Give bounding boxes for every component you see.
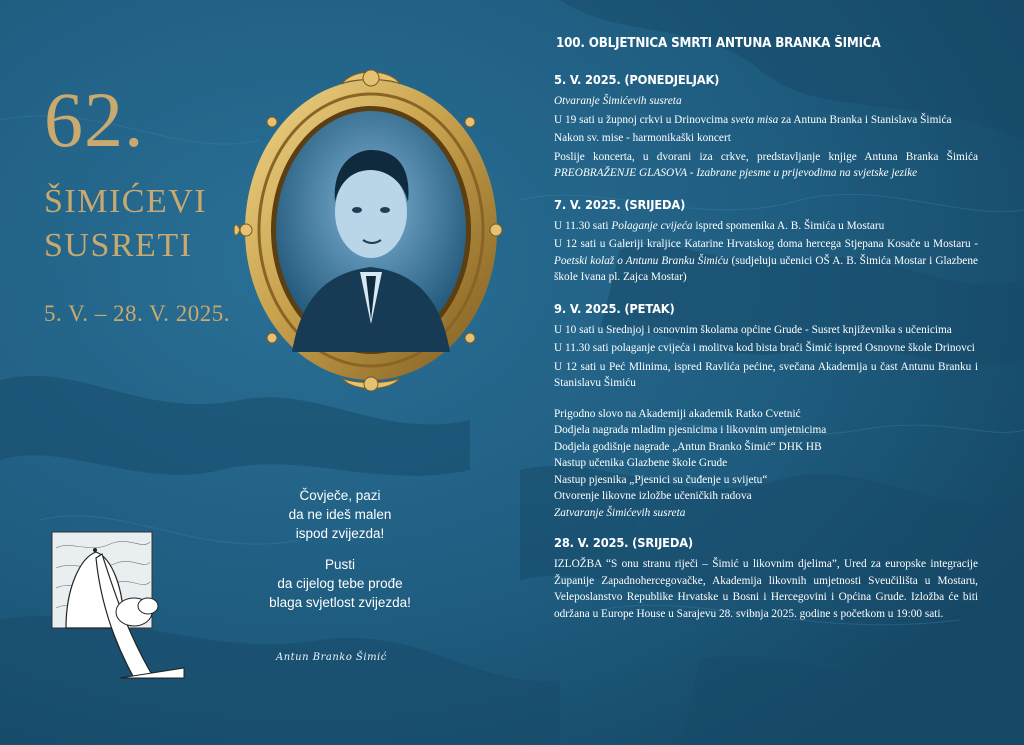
entry-text: U 12 sati u Peć Mlinima, ispred Ravlića pećine, svečana Akademija u čast Antunu Branku i Stanislavu Šimiću — [554, 360, 978, 389]
program-entry — [554, 439, 978, 456]
entry-text: Prigodno slovo na Akademiji akademik Ratko Cvetnić — [554, 407, 801, 420]
day-heading: 5. V. 2025. (PONEDJELJAK) — [554, 72, 720, 87]
program-day — [554, 535, 978, 622]
day-entries — [554, 556, 978, 622]
program-entry — [554, 236, 978, 286]
poem-stanza — [250, 555, 430, 612]
entry-text-italic: Otvaranje Šimićevih susreta — [554, 95, 682, 107]
program — [554, 36, 978, 637]
framed-portrait-image — [232, 62, 510, 392]
academy-program — [554, 406, 978, 522]
entry-text: Nastup pjesnika „Pjesnici su čuđenje u svijetu“ — [554, 473, 768, 486]
program-entry — [554, 93, 978, 110]
entry-text: Dodjela godišnje nagrade „Antun Branko Šimić“ DHK HB — [554, 440, 822, 453]
entry-text: U 19 sati u župnoj crkvi u Drinovcima — [554, 113, 731, 126]
program-day — [554, 197, 978, 286]
poem-line: da ne ideš malen — [288, 507, 392, 522]
program-entry — [554, 556, 978, 622]
ink-drawing-image — [50, 528, 186, 684]
poem-line: Čovječe, pazi — [299, 488, 381, 503]
day-entries — [554, 93, 978, 182]
entry-text: Nastup učenika Glazbene škole Grude — [554, 457, 728, 469]
entry-text: (sudjeluju učenici OŠ A. B. Šimića Mostar i Glazbene škole Ivana pl. Zajca Mostar) — [554, 254, 978, 283]
program-entry — [554, 455, 978, 472]
program-title: 100. OBLJETNICA SMRTI ANTUNA BRANKA ŠIMIĆA — [556, 36, 881, 51]
entry-text: U 10 sati u Srednjoj i osnovnim školama općine Grude - Susret književnika s učenicima — [554, 323, 952, 336]
day-entries — [554, 218, 978, 286]
program-entry — [554, 472, 978, 489]
program-entry — [554, 112, 978, 129]
entry-text: Poslije koncerta, u dvorani iza crkve, predstavljanje knjige Antuna Branka Šimića — [554, 150, 978, 163]
program-entry — [554, 488, 978, 505]
day-heading: 7. V. 2025. (SRIJEDA) — [554, 196, 686, 212]
program-day — [554, 301, 978, 392]
entry-text: U 11.30 sati polaganje cvijeća i molitva kod bista braći Šimić ispred Osnovne škole Drinovci — [554, 342, 975, 354]
festival-title — [44, 180, 244, 268]
entry-text: IZLOŽBA “S onu stranu riječi – Šimić u likovnim djelima”, Ured za europske integracije Županije Zapadnohercegovačke, Akademija likovnih umjetnosti Sveučilišta u Mostaru, Veleposlanstvo Republike Hrvatske u Bosni i Hercegovini i Općina Grude. Izložba će biti održana u Europe House u Sarajevu 28. svibnja 2025. godine s početkom u 19:00 sati. — [554, 558, 978, 620]
day-heading: 28. V. 2025. (SRIJEDA) — [554, 535, 694, 550]
entry-text-italic: Polaganje cvijeća — [611, 219, 693, 232]
program-entry — [554, 149, 978, 182]
program-entry — [554, 359, 978, 392]
entry-text: Nakon sv. mise - harmonikaški koncert — [554, 132, 731, 144]
program-entry — [554, 322, 978, 339]
festival-dates: 5. V. – 28. V. 2025. — [44, 301, 230, 326]
poem — [250, 486, 430, 624]
festival-title-line: ŠIMIĆEVI — [44, 183, 208, 220]
poem-line: Pusti — [324, 557, 355, 572]
festival-title-line: SUSRETI — [44, 227, 193, 264]
signature: Antun Branko Šimić — [276, 652, 387, 663]
program-day — [554, 72, 978, 182]
program-entry — [554, 130, 978, 147]
entry-text-italic: Zatvaranje Šimićevih susreta — [554, 506, 686, 519]
entry-text: Otvorenje likovne izložbe učeničkih radova — [554, 490, 752, 502]
program-entry — [554, 218, 978, 235]
entry-text: ispred spomenika A. B. Šimića u Mostaru — [692, 219, 885, 232]
program-entry — [554, 406, 978, 423]
day-heading: 9. V. 2025. (PETAK) — [554, 300, 675, 316]
poem-line: blaga svjetlost zvijezda! — [269, 595, 411, 610]
entry-text-italic: PREOBRAŽENJE GLASOVA - Izabrane pjesme u prijevodima na svjetske jezike — [554, 167, 918, 179]
day-entries — [554, 322, 978, 392]
entry-text-italic: sveta misa — [730, 113, 779, 126]
festival-number: 62. — [44, 76, 145, 163]
poem-line: ispod zvijezda! — [295, 526, 385, 541]
entry-text: U 12 sati u Galeriji kraljice Katarine Hrvatskog doma hercega Stjepana Kosače u Mostaru - — [554, 238, 978, 250]
entry-text: Dodjela nagrada mladim pjesnicima i likovnim umjetnicima — [554, 424, 827, 436]
poem-line: da cijelog tebe prođe — [277, 576, 403, 591]
entry-text-italic: Poetski kolaž o Antunu Branku Šimiću — [554, 254, 729, 267]
program-entry — [554, 340, 978, 357]
program-entry — [554, 505, 978, 522]
program-entry — [554, 422, 978, 439]
entry-text: za Antuna Branka i Stanislava Šimića — [778, 113, 952, 126]
entry-text: U 11.30 sati — [554, 219, 612, 232]
poem-stanza — [250, 486, 430, 543]
